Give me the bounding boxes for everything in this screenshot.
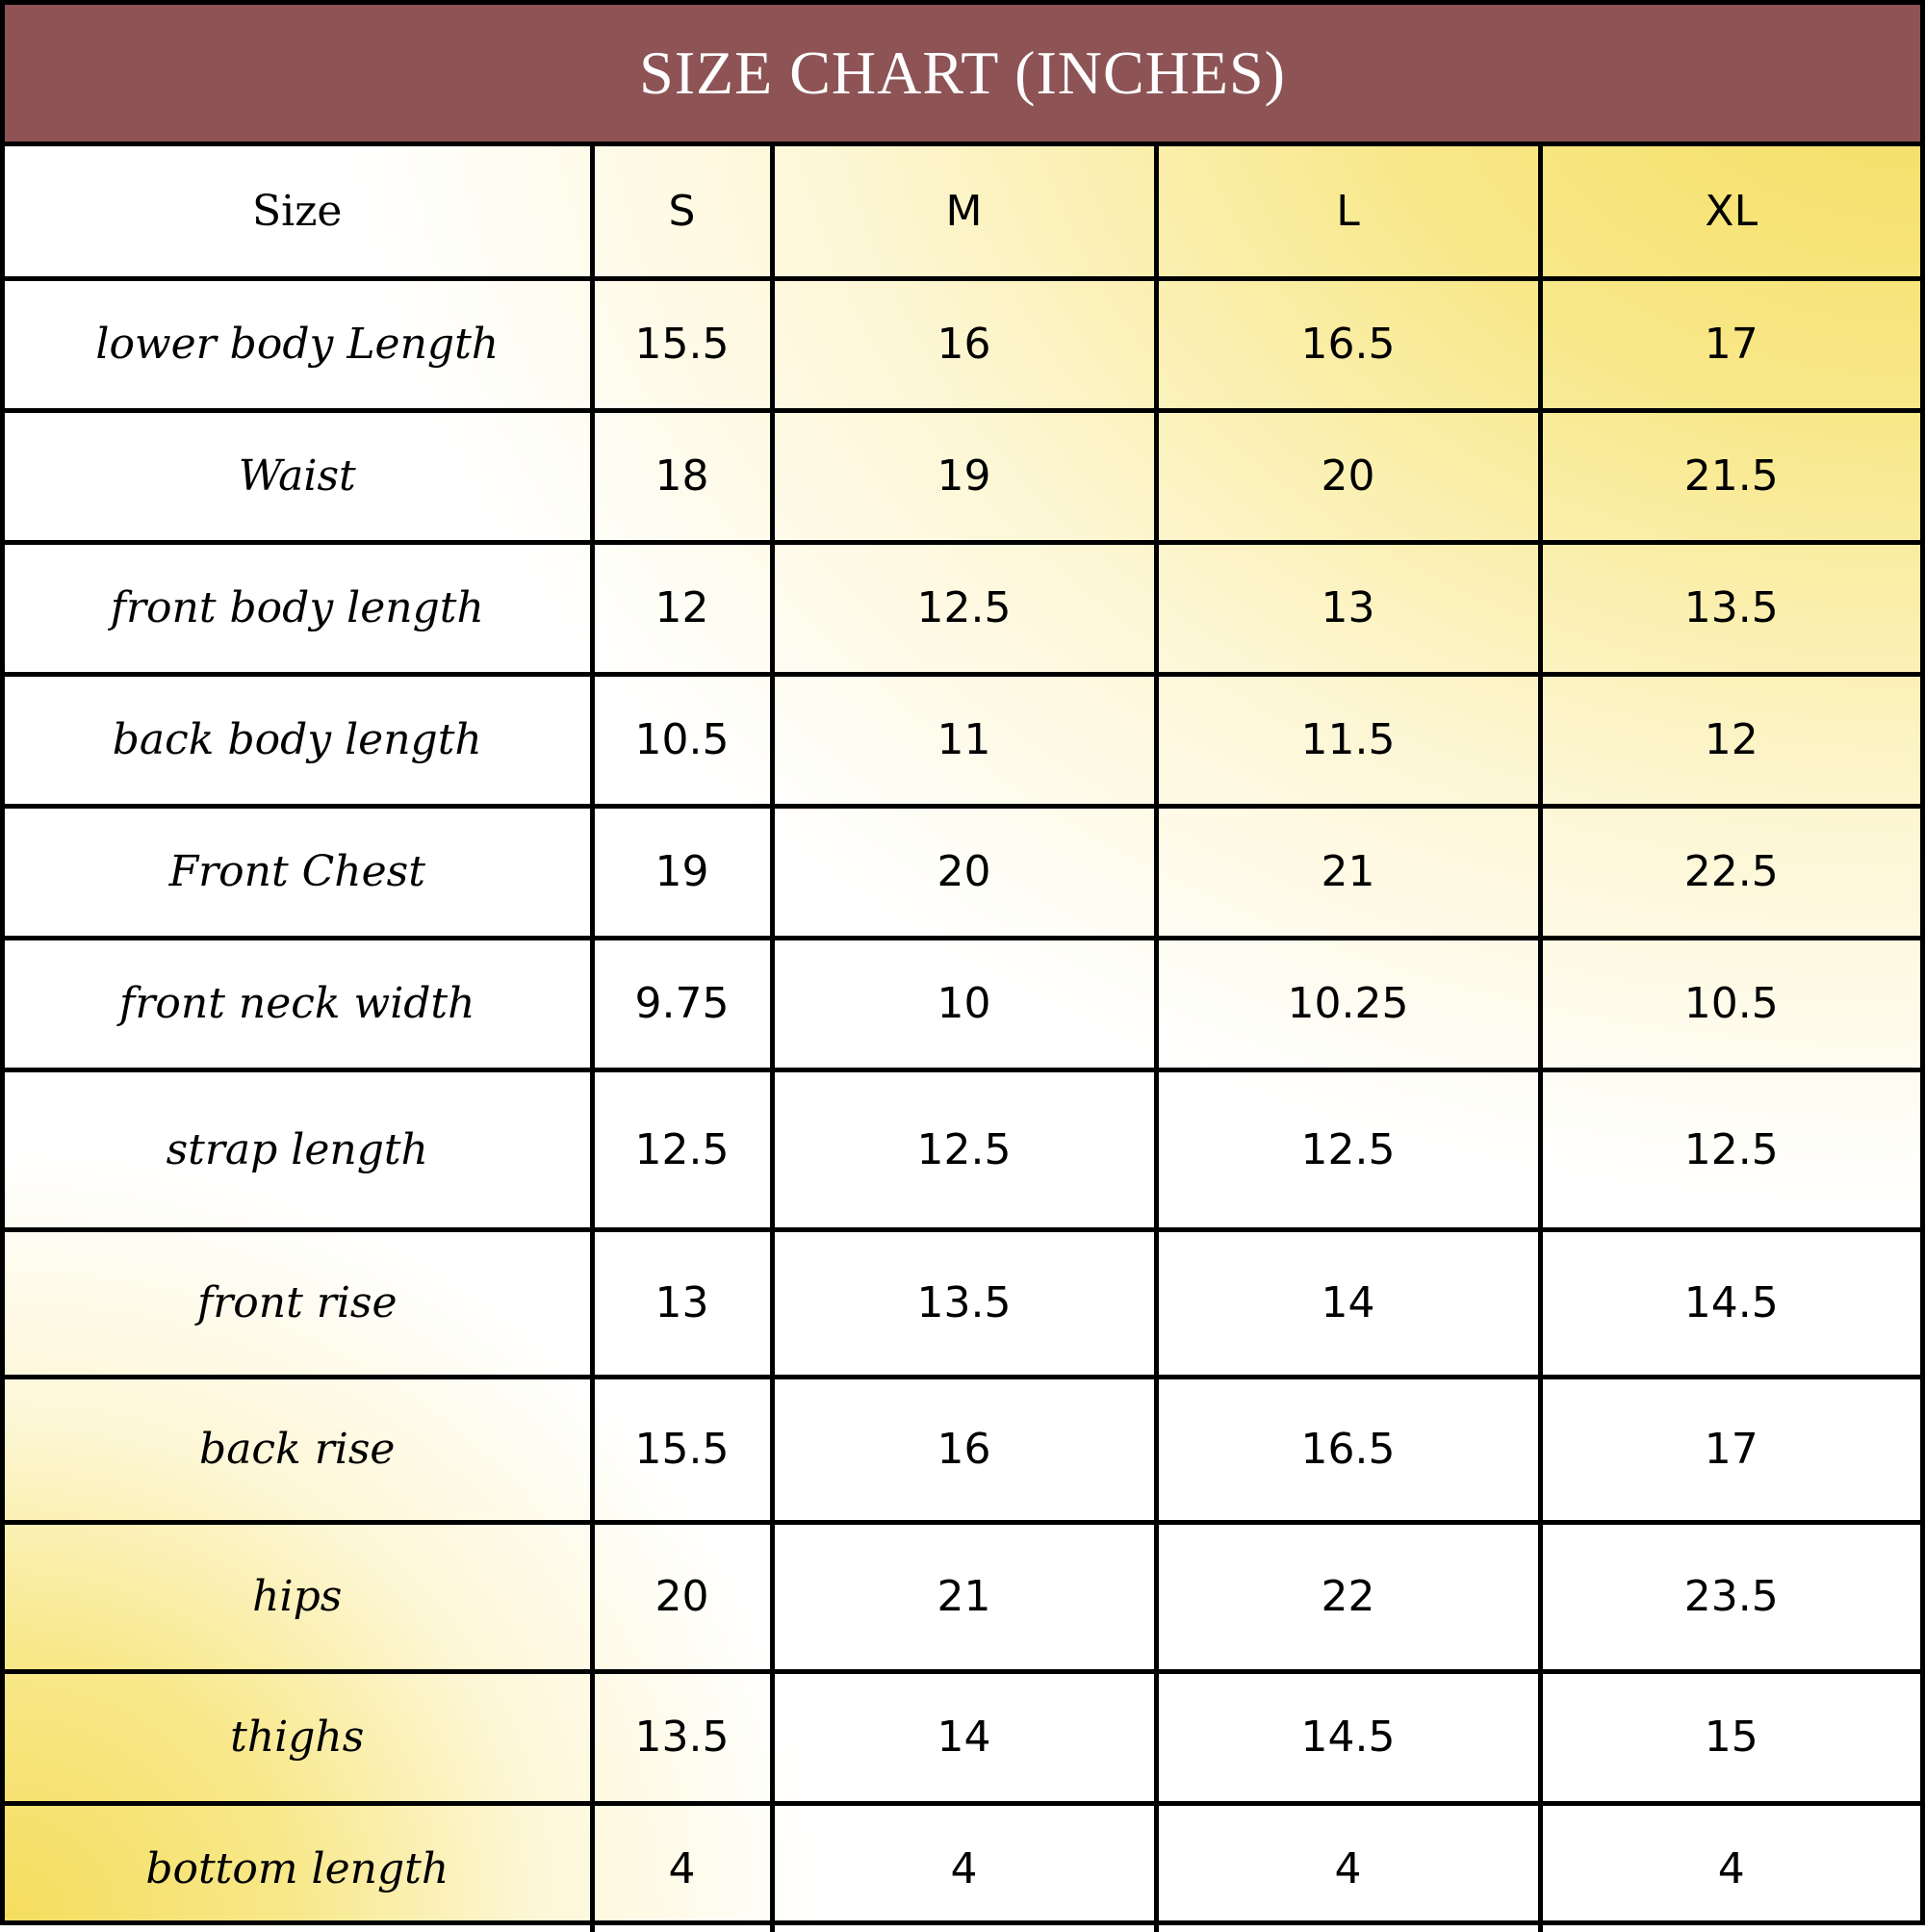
measurement-label: bottom length: [5, 1803, 592, 1932]
measurement-value: 4: [1540, 1803, 1920, 1932]
chart-title: SIZE CHART (INCHES): [5, 5, 1920, 146]
size-table: [5, 146, 1920, 1932]
measurement-value: 21.5: [1540, 410, 1920, 542]
measurement-value: 13.5: [592, 1671, 772, 1803]
measurement-label: lower body Length: [5, 278, 592, 410]
measurement-value: 12: [1540, 674, 1920, 806]
measurement-label: front rise: [5, 1229, 592, 1377]
measurement-label: back rise: [5, 1377, 592, 1522]
measurement-value: 19: [592, 806, 772, 938]
table-row: [5, 1671, 1920, 1803]
measurement-value: 17: [1540, 278, 1920, 410]
table-row: [5, 1069, 1920, 1229]
table-row: [5, 938, 1920, 1069]
table-row: [5, 410, 1920, 542]
measurement-value: 22.5: [1540, 806, 1920, 938]
measurement-value: 13.5: [1540, 542, 1920, 674]
measurement-value: 4: [592, 1803, 772, 1932]
measurement-value: 14: [772, 1671, 1156, 1803]
measurement-value: 12.5: [1156, 1069, 1540, 1229]
table-row: [5, 542, 1920, 674]
measurement-label: front body length: [5, 542, 592, 674]
table-row: [5, 278, 1920, 410]
measurement-value: 20: [772, 806, 1156, 938]
measurement-value: 11: [772, 674, 1156, 806]
measurement-value: 15: [1540, 1671, 1920, 1803]
measurement-label: back body length: [5, 674, 592, 806]
measurement-label: Waist: [5, 410, 592, 542]
measurement-value: 22: [1156, 1522, 1540, 1671]
header-row: [5, 146, 1920, 278]
measurement-value: 20: [1156, 410, 1540, 542]
measurement-value: 10.25: [1156, 938, 1540, 1069]
measurement-value: 13.5: [772, 1229, 1156, 1377]
measurement-value: 21: [1156, 806, 1540, 938]
measurement-value: 20: [592, 1522, 772, 1671]
measurement-value: 10.5: [1540, 938, 1920, 1069]
measurement-value: 16: [772, 1377, 1156, 1522]
measurement-value: 9.75: [592, 938, 772, 1069]
measurement-value: 15.5: [592, 1377, 772, 1522]
table-row: [5, 1377, 1920, 1522]
measurement-value: 12.5: [772, 542, 1156, 674]
header-size-xl: XL: [1540, 146, 1920, 278]
table-row: [5, 674, 1920, 806]
measurement-value: 12.5: [592, 1069, 772, 1229]
measurement-value: 10: [772, 938, 1156, 1069]
measurement-value: 17: [1540, 1377, 1920, 1522]
measurement-value: 14.5: [1156, 1671, 1540, 1803]
measurement-value: 18: [592, 410, 772, 542]
measurement-value: 4: [772, 1803, 1156, 1932]
measurement-label: thighs: [5, 1671, 592, 1803]
measurement-value: 11.5: [1156, 674, 1540, 806]
measurement-value: 4: [1156, 1803, 1540, 1932]
measurement-value: 21: [772, 1522, 1156, 1671]
measurement-value: 16.5: [1156, 278, 1540, 410]
measurement-value: 16: [772, 278, 1156, 410]
measurement-value: 14.5: [1540, 1229, 1920, 1377]
table-row: [5, 1803, 1920, 1932]
measurement-value: 16.5: [1156, 1377, 1540, 1522]
measurement-value: 12.5: [772, 1069, 1156, 1229]
table-row: [5, 806, 1920, 938]
header-size-m: M: [772, 146, 1156, 278]
measurement-label: Front Chest: [5, 806, 592, 938]
measurement-value: 12: [592, 542, 772, 674]
header-size-label: Size: [5, 146, 592, 278]
measurement-value: 13: [592, 1229, 772, 1377]
table-row: [5, 1229, 1920, 1377]
measurement-value: 23.5: [1540, 1522, 1920, 1671]
measurement-value: 15.5: [592, 278, 772, 410]
measurement-label: strap length: [5, 1069, 592, 1229]
header-size-l: L: [1156, 146, 1540, 278]
header-size-s: S: [592, 146, 772, 278]
measurement-value: 13: [1156, 542, 1540, 674]
measurement-label: front neck width: [5, 938, 592, 1069]
measurement-value: 14: [1156, 1229, 1540, 1377]
measurement-label: hips: [5, 1522, 592, 1671]
table-row: [5, 1522, 1920, 1671]
measurement-value: 19: [772, 410, 1156, 542]
measurement-value: 12.5: [1540, 1069, 1920, 1229]
measurement-value: 10.5: [592, 674, 772, 806]
